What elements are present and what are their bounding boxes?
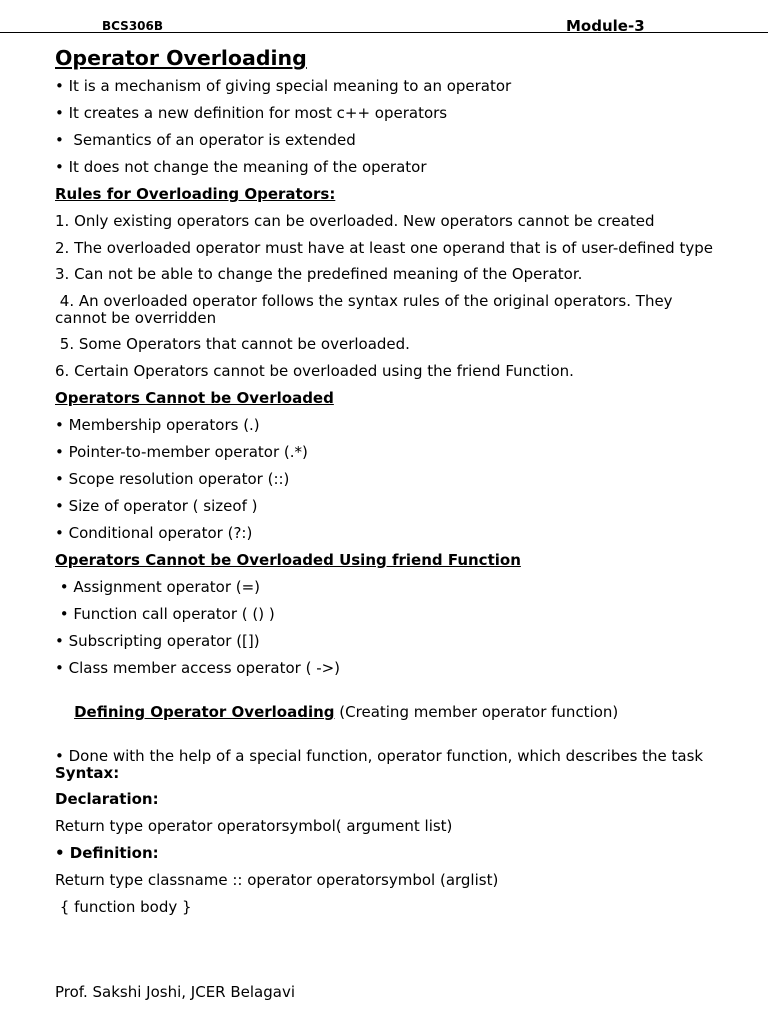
cannot-overload-item: • Size of operator ( sizeof ) [55, 497, 258, 515]
page-content [55, 44, 715, 926]
rule-item: 5. Some Operators that cannot be overloaded. [55, 335, 410, 353]
header-code: BCS306B [102, 19, 164, 33]
rule-item: 2. The overloaded operator must have at least one operand that is of user-defined type [55, 239, 713, 257]
intro-item: • It is a mechanism of giving special meaning to an operator [55, 77, 512, 95]
header-module: Module-3 [566, 17, 645, 35]
defining-heading: Defining Operator Overloading [74, 703, 335, 721]
defining-desc-text: • Done with the help of a special function, operator function, which describes the task [55, 747, 708, 765]
intro-item: • It creates a new definition for most c++ operators [55, 104, 448, 122]
declaration-label: Declaration: [55, 790, 159, 808]
friend-item: • Assignment operator (=) [55, 578, 261, 596]
rule-item: 6. Certain Operators cannot be overloaded using the friend Function. [55, 362, 574, 380]
declaration-syntax: Return type operator operatorsymbol( argument list) [55, 817, 453, 835]
syntax-label: Syntax: [55, 764, 120, 782]
cannot-overload-item: • Membership operators (.) [55, 416, 260, 434]
friend-heading: Operators Cannot be Overloaded Using friend Function [55, 551, 521, 569]
page-title: Operator Overloading [55, 46, 307, 70]
rule-item: 4. An overloaded operator follows the syntax rules of the original operators. They cannot be overridden [55, 292, 678, 327]
header-rule [0, 32, 768, 33]
friend-item: • Function call operator ( () ) [55, 605, 275, 623]
definition-label: • Definition: [55, 844, 159, 862]
defining-suffix: (Creating member operator function) [334, 703, 619, 721]
cannot-overload-item: • Scope resolution operator (::) [55, 470, 290, 488]
intro-item: • It does not change the meaning of the operator [55, 158, 427, 176]
defining-description [55, 748, 715, 782]
rules-heading: Rules for Overloading Operators: [55, 185, 336, 203]
defining-line [55, 687, 715, 738]
cannot-overload-heading: Operators Cannot be Overloaded [55, 389, 334, 407]
definition-syntax: Return type classname :: operator operatorsymbol (arglist) [55, 871, 499, 889]
function-body: { function body } [55, 898, 192, 916]
friend-item: • Subscripting operator ([]) [55, 632, 260, 650]
cannot-overload-item: • Pointer-to-member operator (.*) [55, 443, 308, 461]
rule-item: 3. Can not be able to change the predefined meaning of the Operator. [55, 265, 583, 283]
intro-item: • Semantics of an operator is extended [55, 131, 356, 149]
rule-item: 1. Only existing operators can be overloaded. New operators cannot be created [55, 212, 655, 230]
footer-author: Prof. Sakshi Joshi, JCER Belagavi [55, 983, 296, 1001]
friend-item: • Class member access operator ( ->) [55, 659, 341, 677]
cannot-overload-item: • Conditional operator (?:) [55, 524, 253, 542]
